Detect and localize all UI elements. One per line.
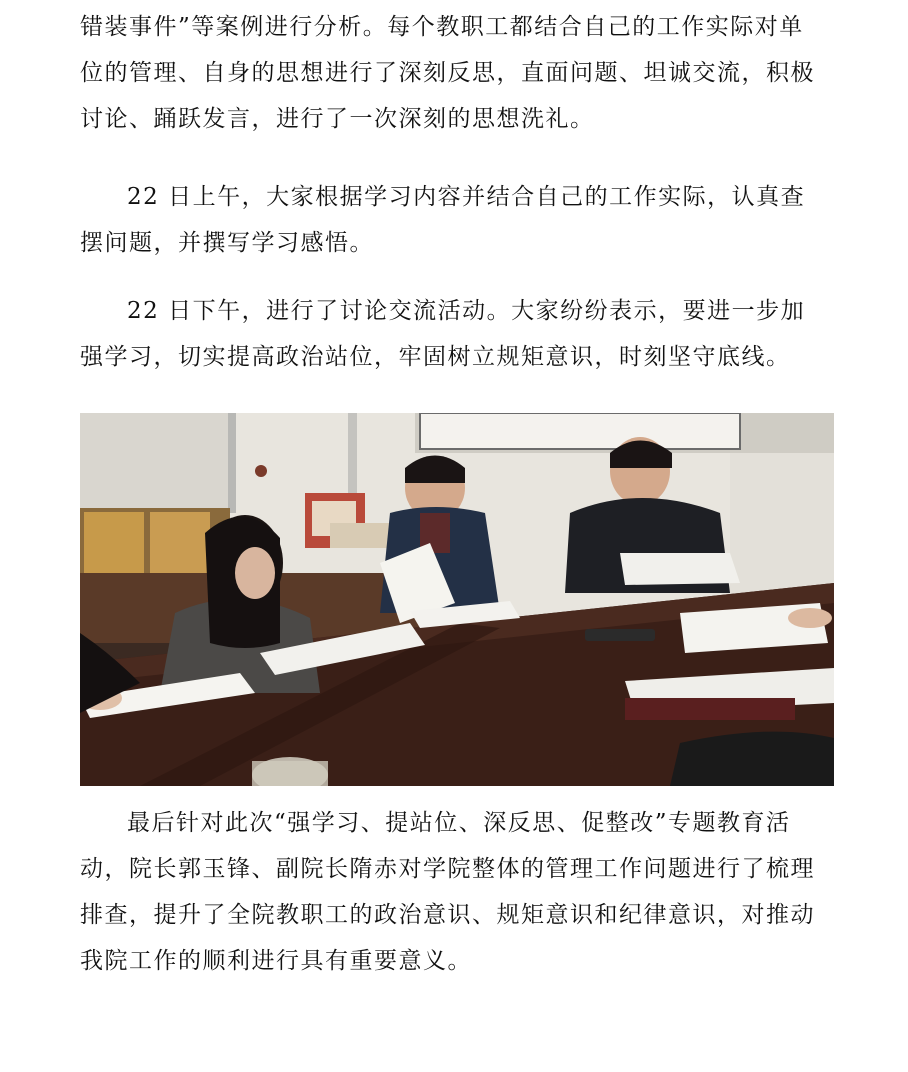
paragraph-morning-session [80,174,835,266]
paragraph-afternoon-session [80,288,835,380]
text-line: 22 日上午，大家根据学习内容并结合自己的工作实际，认真查 [127,184,806,210]
text-line: 22 日下午，进行了讨论交流活动。大家纷纷表示，要进一步加 [127,298,806,324]
text-line: 讨论、踊跃发言，进行了一次深刻的思想洗礼。 [80,106,595,132]
text-line: 动，院长郭玉锋、副院长隋赤对学院整体的管理工作问题进行了梳理 [80,856,815,882]
meeting-photo-illustration [80,413,834,786]
text-line: 错装事件”等案例进行分析。每个教职工都结合自己的工作实际对单 [80,14,804,40]
text-line: 最后针对此次“强学习、提站位、深反思、促整改”专题教育活 [127,810,791,836]
text-line: 我院工作的顺利进行具有重要意义。 [80,948,472,974]
paragraph-case-analysis [80,4,835,142]
text-line: 摆问题，并撰写学习感悟。 [80,230,374,256]
meeting-room-photo [80,413,834,786]
text-line: 排查，提升了全院教职工的政治意识、规矩意识和纪律意识，对推动 [80,902,815,928]
text-line: 强学习，切实提高政治站位，牢固树立规矩意识，时刻坚守底线。 [80,344,791,370]
text-line: 位的管理、自身的思想进行了深刻反思，直面问题、坦诚交流，积极 [80,60,815,86]
paragraph-conclusion [80,800,835,984]
